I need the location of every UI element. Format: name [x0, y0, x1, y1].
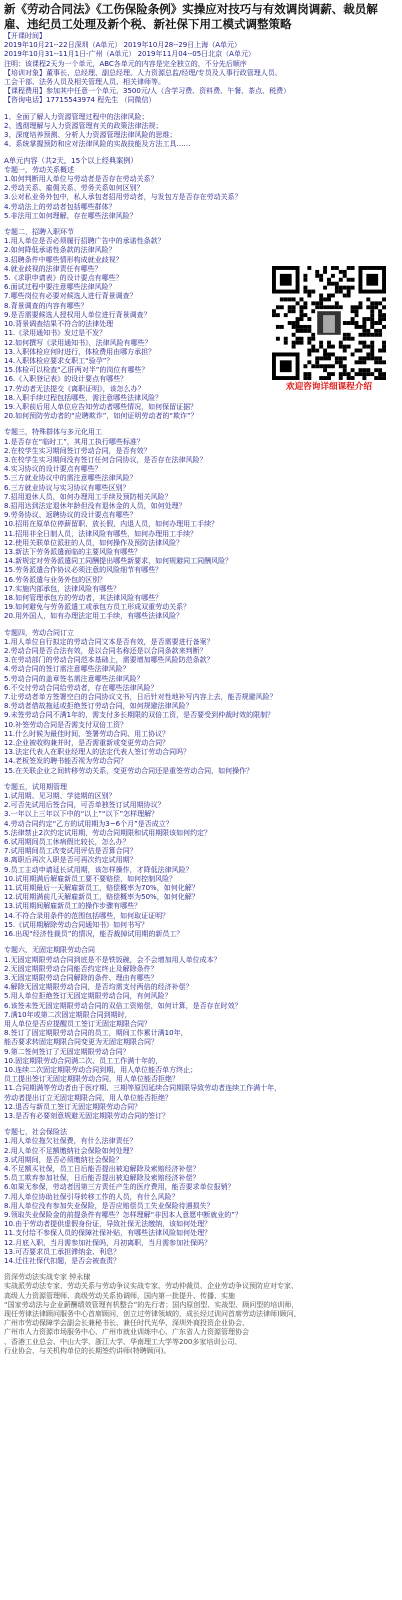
topic-item: 3.公对私业务外包中，私人承包者招用劳动者，与发包方是否存在劳动关系？: [4, 193, 242, 202]
topic-item: 8.签订了固定期限劳动合同的员工，期间工作累计满10年，: [4, 1029, 188, 1038]
topic-item: 4.不足额买社保，员工日后能否提出被迫解除及索赔经济补偿？: [4, 1164, 200, 1173]
topic-item: 5.非法用工如何理解，存在哪些法律风险？: [4, 211, 137, 220]
goal-item: 3、深度培养预测、分析人力资源管理法律风险的思维；: [4, 131, 177, 140]
topic-item: 5.员工欺弃参加社保，日后能否提出被迫解除及索赔经济补偿？: [4, 1174, 200, 1183]
topic-item: 1.用人单位自行拟定的劳动合同文本是否有效，是否需要进行备案？: [4, 637, 214, 646]
topic-title: 专题四，劳动合同订立: [4, 628, 74, 637]
topic-item: 12.使用关联单位派驻的人员，如何操作及预防法律风险？: [4, 538, 184, 547]
topic-section: [0, 776, 402, 939]
topic-item: 3.招聘条件中哪些情形构成就业歧视？: [4, 255, 123, 264]
topic-item: 16.劳务派遣与业务外包的区别？: [4, 575, 107, 584]
bio-line: 资深劳动法实战专家 钟永棣: [4, 1273, 91, 1282]
topic-item: 2.劳动关系、雇佣关系、劳务关系如何区别？: [4, 184, 144, 193]
info-line: 2019年10月31--11月1日-广州（A单元） 2019年11月04--05日北京（A单元）: [4, 50, 255, 59]
topic-section: [0, 421, 402, 621]
topic-item: 7.让劳动者单方签署空白的合同协议文书，日后针对性地补写内容上去，能否规避风险？: [4, 693, 277, 702]
topic-item: 2.劳动合同是否合法有效，是以合同名称还是以合同条款来判断？: [4, 647, 207, 655]
bio-line: 实战派劳动法专家、劳动关系与劳动争议实战专家、劳动仲裁员、企业劳动争议预防应对专家、: [4, 1282, 298, 1291]
topic-item: 10.由于劳动者提供虚假身份证，导致社保无法缴纳，该如何处理？: [4, 1220, 212, 1229]
topic-item: 3.无固定期限劳动合同解除的条件、理由有哪些？: [4, 973, 158, 982]
info-line: 【培训对象】董事长、总经理、副总经理、人力资源总监/经理/专员及人事行政管理人员、: [4, 68, 282, 77]
topic-item: 5.法律禁止2次约定试用期，劳动合同期限和试用期限该如何约定？: [4, 828, 212, 837]
topic-item: 能否要求转固定期限合同变更为无固定期限合同？: [4, 1038, 158, 1047]
topic-item: 14.迁往社保代扣题，是否会被查责？: [4, 1257, 121, 1265]
topic-item: 2.如何降低承诺性条款的法律风险？: [4, 246, 116, 255]
content-header: A单元内容（共2天，15个以上经典案例）: [4, 156, 138, 166]
topic-title: 专题五，试用期管理: [4, 782, 67, 791]
topic-item: 4.劳动合同的签订需注意哪些法律风险？: [4, 665, 130, 674]
topic-item: 15.在关联企业之间转移劳动关系，变更劳动合同还是重签劳动合同，如何操作？: [4, 766, 254, 775]
topic-item: 1.如何判断用人单位与劳动者是否存在劳动关系？: [4, 175, 158, 184]
topic-item: 11.招用非全日制人员，法律风险有哪些，如何办理用工手续？: [4, 529, 198, 538]
topic-item: 13.可否要求员工承担滞纳金、利息？: [4, 1247, 121, 1256]
goal-item: 4、系统掌握预防和应对法律风险的实战技能及方法工具……: [4, 140, 191, 149]
topic-item: 3.一年以上三年以下中的“以上”“以下”怎样理解？: [4, 810, 159, 819]
topic-item: 7.用人单位协助社保引导转移工作的人员，有什么风险？: [4, 1192, 179, 1201]
topic-item: 9.未签劳动合同不满1年的，需支付多长期限的双倍工资，是否要受到仲裁时效的限制？: [4, 711, 275, 720]
topic-item: 12.企业被收购兼并时，是否需重新或变更劳动合同？: [4, 739, 170, 748]
topic-item: 10.补签劳动合同是否需支付双倍工资？: [4, 720, 128, 729]
topic-item: 15.《试用期解除劳动合同通知书》如何书写？: [4, 920, 149, 929]
topic-item: 2.可否先试用后签合同，可否单独签订试用期协议？: [4, 801, 165, 810]
topic-item: 14.入职体检应要求女职工“验孕”？: [4, 356, 114, 365]
topic-item: 9.领取失业保险金的前提条件有哪些？怎样理解“非因本人意愿中断就业的”？: [4, 1210, 242, 1219]
topic-item: 用人单位是否应提醒员工签订无固定期限合同？: [4, 1019, 151, 1028]
topic-item: 13.入职体检应何时进行，体检费用由哪方承担？: [4, 347, 156, 356]
bio-line: 、香港工业总会、中山大学、浙江大学、华南理工大学等200多家培训公司、: [4, 1337, 242, 1346]
info-line: 【咨询电话】17715543974 程先生 （同微信）: [4, 96, 156, 105]
course-goals: [0, 113, 402, 150]
topic-item: 18.如何管理承包方的劳动者，其法律风险有哪些？: [4, 593, 163, 602]
instructor-bio: [0, 1273, 402, 1356]
info-line: 工会干部、法务人员及相关管理人员、相关律师等。: [4, 78, 165, 87]
bio-line: 广州市劳动保障学会副会长兼秘书长、兼任时代光华、深圳外商投资企业协会、: [4, 1319, 249, 1328]
topic-item: 13.新法下劳务派遣面临的主要风险有哪些？: [4, 547, 142, 556]
bio-line: 广州市人力资源市场服务中心、广州市就业训练中心、广东省人力资源管理协会: [4, 1328, 249, 1337]
topic-item: 13.是否有必要刻意规避无固定期限劳动合同的签订？: [4, 1111, 170, 1120]
topic-item: 4.实习协议的设计要点有哪些？: [4, 465, 102, 474]
topic-item: 13.法定代表人在职业经理人的法定代表人签订劳动合同吗？: [4, 748, 191, 757]
topic-item: 6.该签未签无固定期限劳动合同的双倍工资赔偿，如何计算，是否存在时效？: [4, 1001, 242, 1010]
topic-title: 专题六，无固定期限劳动合同: [4, 946, 95, 955]
topic-section: [0, 1121, 402, 1266]
topic-item: 14.老板签发的聘书能否视为劳动合同？: [4, 757, 128, 766]
topic-item: 12.如何撰写《录用通知书》，法律风险有哪些？: [4, 338, 152, 347]
topic-item: 11.《录用通知书》发过是不发？: [4, 329, 107, 338]
topic-item: 7.满10年或第二次固定期限合同到期时，: [4, 1010, 132, 1019]
topic-item: 19.如何避免与劳务派遣工或承包方员工形成双重劳动关系？: [4, 603, 191, 612]
info-line: 【课程费用】参加其中任意一个单元，3500元/人（含学习费、资料费、午餐、茶点、税费）: [4, 87, 291, 96]
qr-code-image: [272, 266, 386, 380]
info-line: 2019年10月21--22日深圳（A单元） 2019年10月28--29日上海（A单元）: [4, 41, 241, 50]
topic-item: 1.试用期、见习期、学徒期的区别？: [4, 792, 116, 801]
topic-item: 5.用人单位拒绝签订无固定期限劳动合同，有何风险？: [4, 992, 172, 1001]
topic-item: 4.解除无固定期限劳动合同，是否均需支付两倍的经济补偿？: [4, 983, 193, 992]
topic-item: 10.连续二次固定期限劳动合同到期，用人单位能否单方终止；: [4, 1065, 198, 1074]
goal-item: 1、全面了解人力资源管理过程中的法律风险；: [4, 112, 149, 121]
topic-item: 2.用人单位不足额缴纳社会保险如何处理？: [4, 1146, 137, 1155]
topic-title: 专题二，招聘入职环节: [4, 228, 74, 237]
topic-item: 10.试用期满后解雇新员工要不要赔偿，如何控制风险？: [4, 874, 177, 883]
topic-item: 3.在劳动部门的劳动合同范本基础上，需要增加哪些风险防范条款？: [4, 656, 214, 665]
topic-item: 1.无固定期限劳动合同到底是不是铁饭碗，会不会增加用人单位成本？: [4, 955, 221, 964]
topic-item: 19.入职前后用人单位应告知劳动者哪些情况，如何保留证据？: [4, 402, 198, 411]
topic-item: 16.出现“经济性裁员”的情况，能否裁掉试用期的新员工？: [4, 930, 184, 939]
topic-item: 7.哪些岗位有必要对候选人进行背景调查？: [4, 292, 137, 301]
topic-item: 16.《入职登记表》的设计要点有哪些？: [4, 375, 128, 384]
topic-item: 8.用人单位没有参加失业保险，是否应赔偿员工失业保险待遇损失？: [4, 1201, 214, 1210]
topic-item: 8.离职后再次入职是否可再次约定试用期？: [4, 856, 137, 865]
topic-item: 12.试用期满前几天解雇新员工，赔偿概率为50%，如何化解？: [4, 893, 199, 902]
topic-item: 17.劳动者无法提交《离职证明》，该怎么办？: [4, 384, 145, 393]
topic-item: 10.招用在原单位停薪留职、放长假、内退人员，如何办理用工手续？: [4, 520, 219, 529]
topic-item: 14.不符合录用条件的范围包括哪些，如何取证证明？: [4, 911, 170, 920]
topic-item: 7.试用期间员工改变试用评估是否算合同？: [4, 847, 137, 856]
topic-title: 专题一，劳动关系概述: [4, 165, 74, 174]
topic-item: 13.试用期间解雇新员工的操作步骤有哪些？: [4, 902, 142, 911]
topic-item: 员工提出签订无固定期限劳动合同，用人单位能否拒绝？: [4, 1075, 179, 1084]
topic-item: 2.在校学生实习期间签订劳动合同，是否有效？: [4, 446, 151, 455]
topic-item: 6.如果无参保，劳动者因第三方责任产生的医疗费用，能否要求单位报销？: [4, 1183, 235, 1192]
course-info: [0, 32, 402, 106]
topic-item: 3.试用期间，是否必须缴纳社会保险？: [4, 1155, 123, 1164]
topic-item: 9.劳务协议、返聘协议的设计要点有哪些？: [4, 511, 137, 520]
info-line: 注明：该课程2天为一个单元，ABC各单元的内容是完全独立的，不分先后顺序: [4, 59, 247, 68]
topic-item: 10.背景调查结果不符合的法律处理: [4, 320, 114, 329]
bio-line: 高级人力资源管理师、高级劳动关系协调师，国内第一批提升、传播、实施: [4, 1291, 235, 1300]
topic-item: 20.如何预防劳动者的“应聘欺诈”，如何证明劳动者的“欺诈”？: [4, 412, 198, 421]
bio-line: “国家劳动法与企业薪酬绩效管理有机整合”的先行者；国内原创型、实战型、顾问型的培训师，: [4, 1300, 299, 1309]
topic-item: 7.招用退休人员，如何办理用工手续及预防相关风险？: [4, 492, 172, 501]
topic-item: 4.劳动合同约定“乙方的试用期为3~6个月”是否成立？: [4, 819, 173, 828]
topic-item: 8.招用达到法定退休年龄但没有退休金的人员，如何处理？: [4, 501, 186, 510]
topic-item: 15.体检可以检查“乙肝两对半”的岗位有哪些？: [4, 366, 149, 375]
topic-item: 9.员工主动申请延长试用期，该怎样操作，才降低法律风险？: [4, 865, 193, 874]
topic-item: 11.什么时候为最佳时间，签署劳动合同、用工协议？: [4, 729, 170, 738]
topic-item: 3.在校学生实习期间没有签订任何合同协议，是否存在法律风险？: [4, 455, 207, 464]
topic-item: 6.三方就业协议与实习协议有哪些区别？: [4, 483, 130, 492]
topic-item: 11.支付给不参保人员的保障社保补贴，有哪些法律风险如何处理？: [4, 1229, 212, 1238]
topic-item: 12.月底入职，当月需参加社保吗，月初离职，当月需参加社保吗？: [4, 1238, 212, 1247]
topic-item: 1.用人单位是否必须履行招聘广告中的承诺性条款？: [4, 237, 165, 246]
topic-item: 6.不交付劳动合同给劳动者，存在哪些法律风险？: [4, 683, 158, 692]
info-line: 【开课时间】: [4, 32, 46, 40]
topic-item: 5.《求职申请表》的设计要点有哪些？: [4, 274, 123, 283]
topic-item: 1.是否存在“临时工”，其用工执行哪些标准？: [4, 437, 144, 446]
bio-line: 现任劳律法律顾问服务中心首席顾问，创立过劳律领域的，成长经过训问首席劳动法律师)顾问，: [4, 1310, 301, 1319]
topic-item: 12.退否与新员工签订无固定期限劳动合同？: [4, 1102, 142, 1111]
topic-item: 劳动者提出订立无固定期限合同，用人单位能否拒绝？: [4, 1093, 172, 1102]
promo-text: 欢迎咨询详细课程介绍: [286, 382, 372, 392]
topic-item: 9.第二签何签订了无固定期限劳动合同？: [4, 1047, 130, 1056]
topic-section: [0, 622, 402, 776]
topic-item: 8.背景调查的内容有哪些？: [4, 301, 88, 310]
topic-item: 17.实施内部承包，法律风险有哪些？: [4, 584, 121, 593]
topic-title: 专题七，社会保险法: [4, 1128, 67, 1137]
topic-item: 4.就业歧视的法律责任有哪些？: [4, 264, 102, 273]
topic-item: 6.试用期间员工休病假比较长，怎么办？: [4, 838, 130, 847]
topic-section: [0, 939, 402, 1121]
topic-item: 20.用外国人，如有办理法定用工手续，有哪些法律风险？: [4, 612, 184, 621]
topic-item: 15.劳务派遣合作协议必须注意的风险细节有哪些？: [4, 566, 163, 575]
topic-item: 5.三方就业协议中的需注意哪些法律风险？: [4, 474, 137, 483]
topic-item: 1.用人单位拖欠社保费，有什么法律责任？: [4, 1137, 137, 1146]
bio-line: 行业协会、与关机构单位的长期签约讲师(特聘顾问)。: [4, 1346, 171, 1355]
topic-item: 11.合同期满等劳动者由于医疗期、三期等原因延续合同期限导致劳动者连续工作满十年，: [4, 1084, 282, 1093]
goal-item: 2、透彻理解与人力资源管理有关的政策法律法规；: [4, 121, 163, 130]
topic-item: 4.劳动法上的劳动者包括哪些群体？: [4, 202, 116, 211]
topic-item: 8.劳动者借故拖延或拒绝签订劳动合同，如何规避法律风险？: [4, 702, 193, 711]
topic-item: 9.是否需要候选人授权用人单位进行背景调查？: [4, 310, 151, 319]
topic-title: 专题三，特殊群体与多元化用工: [4, 428, 102, 437]
topic-item: 2.无固定期限劳动合同能否约定终止及解除条件？: [4, 964, 158, 973]
topic-item: 18.入职手续过程包括哪些，需注意哪些法律风险？: [4, 393, 163, 402]
topic-item: 14.新规定对劳务派遣同工同酬提出哪些新要求，如何规避同工同酬风险？: [4, 557, 233, 566]
topic-item: 6.面试过程中要注意哪些法律风险？: [4, 283, 116, 292]
topic-item: 11.试用期最后一天解雇新员工，赔偿概率为70%，如何化解？: [4, 884, 199, 893]
topic-section: [0, 166, 402, 221]
topic-item: 5.劳动合同的盖章签名需注意哪些法律风险？: [4, 674, 144, 683]
page-title: 新《劳动合同法》《工伤保险条例》实操应对技巧与有效调岗调薪、裁员解雇、违纪员工处理及新个税、新社保下用工模式调整策略: [4, 2, 378, 31]
topic-item: 10.固定期限劳动合同满二次、员工工作满十年的，: [4, 1056, 163, 1065]
